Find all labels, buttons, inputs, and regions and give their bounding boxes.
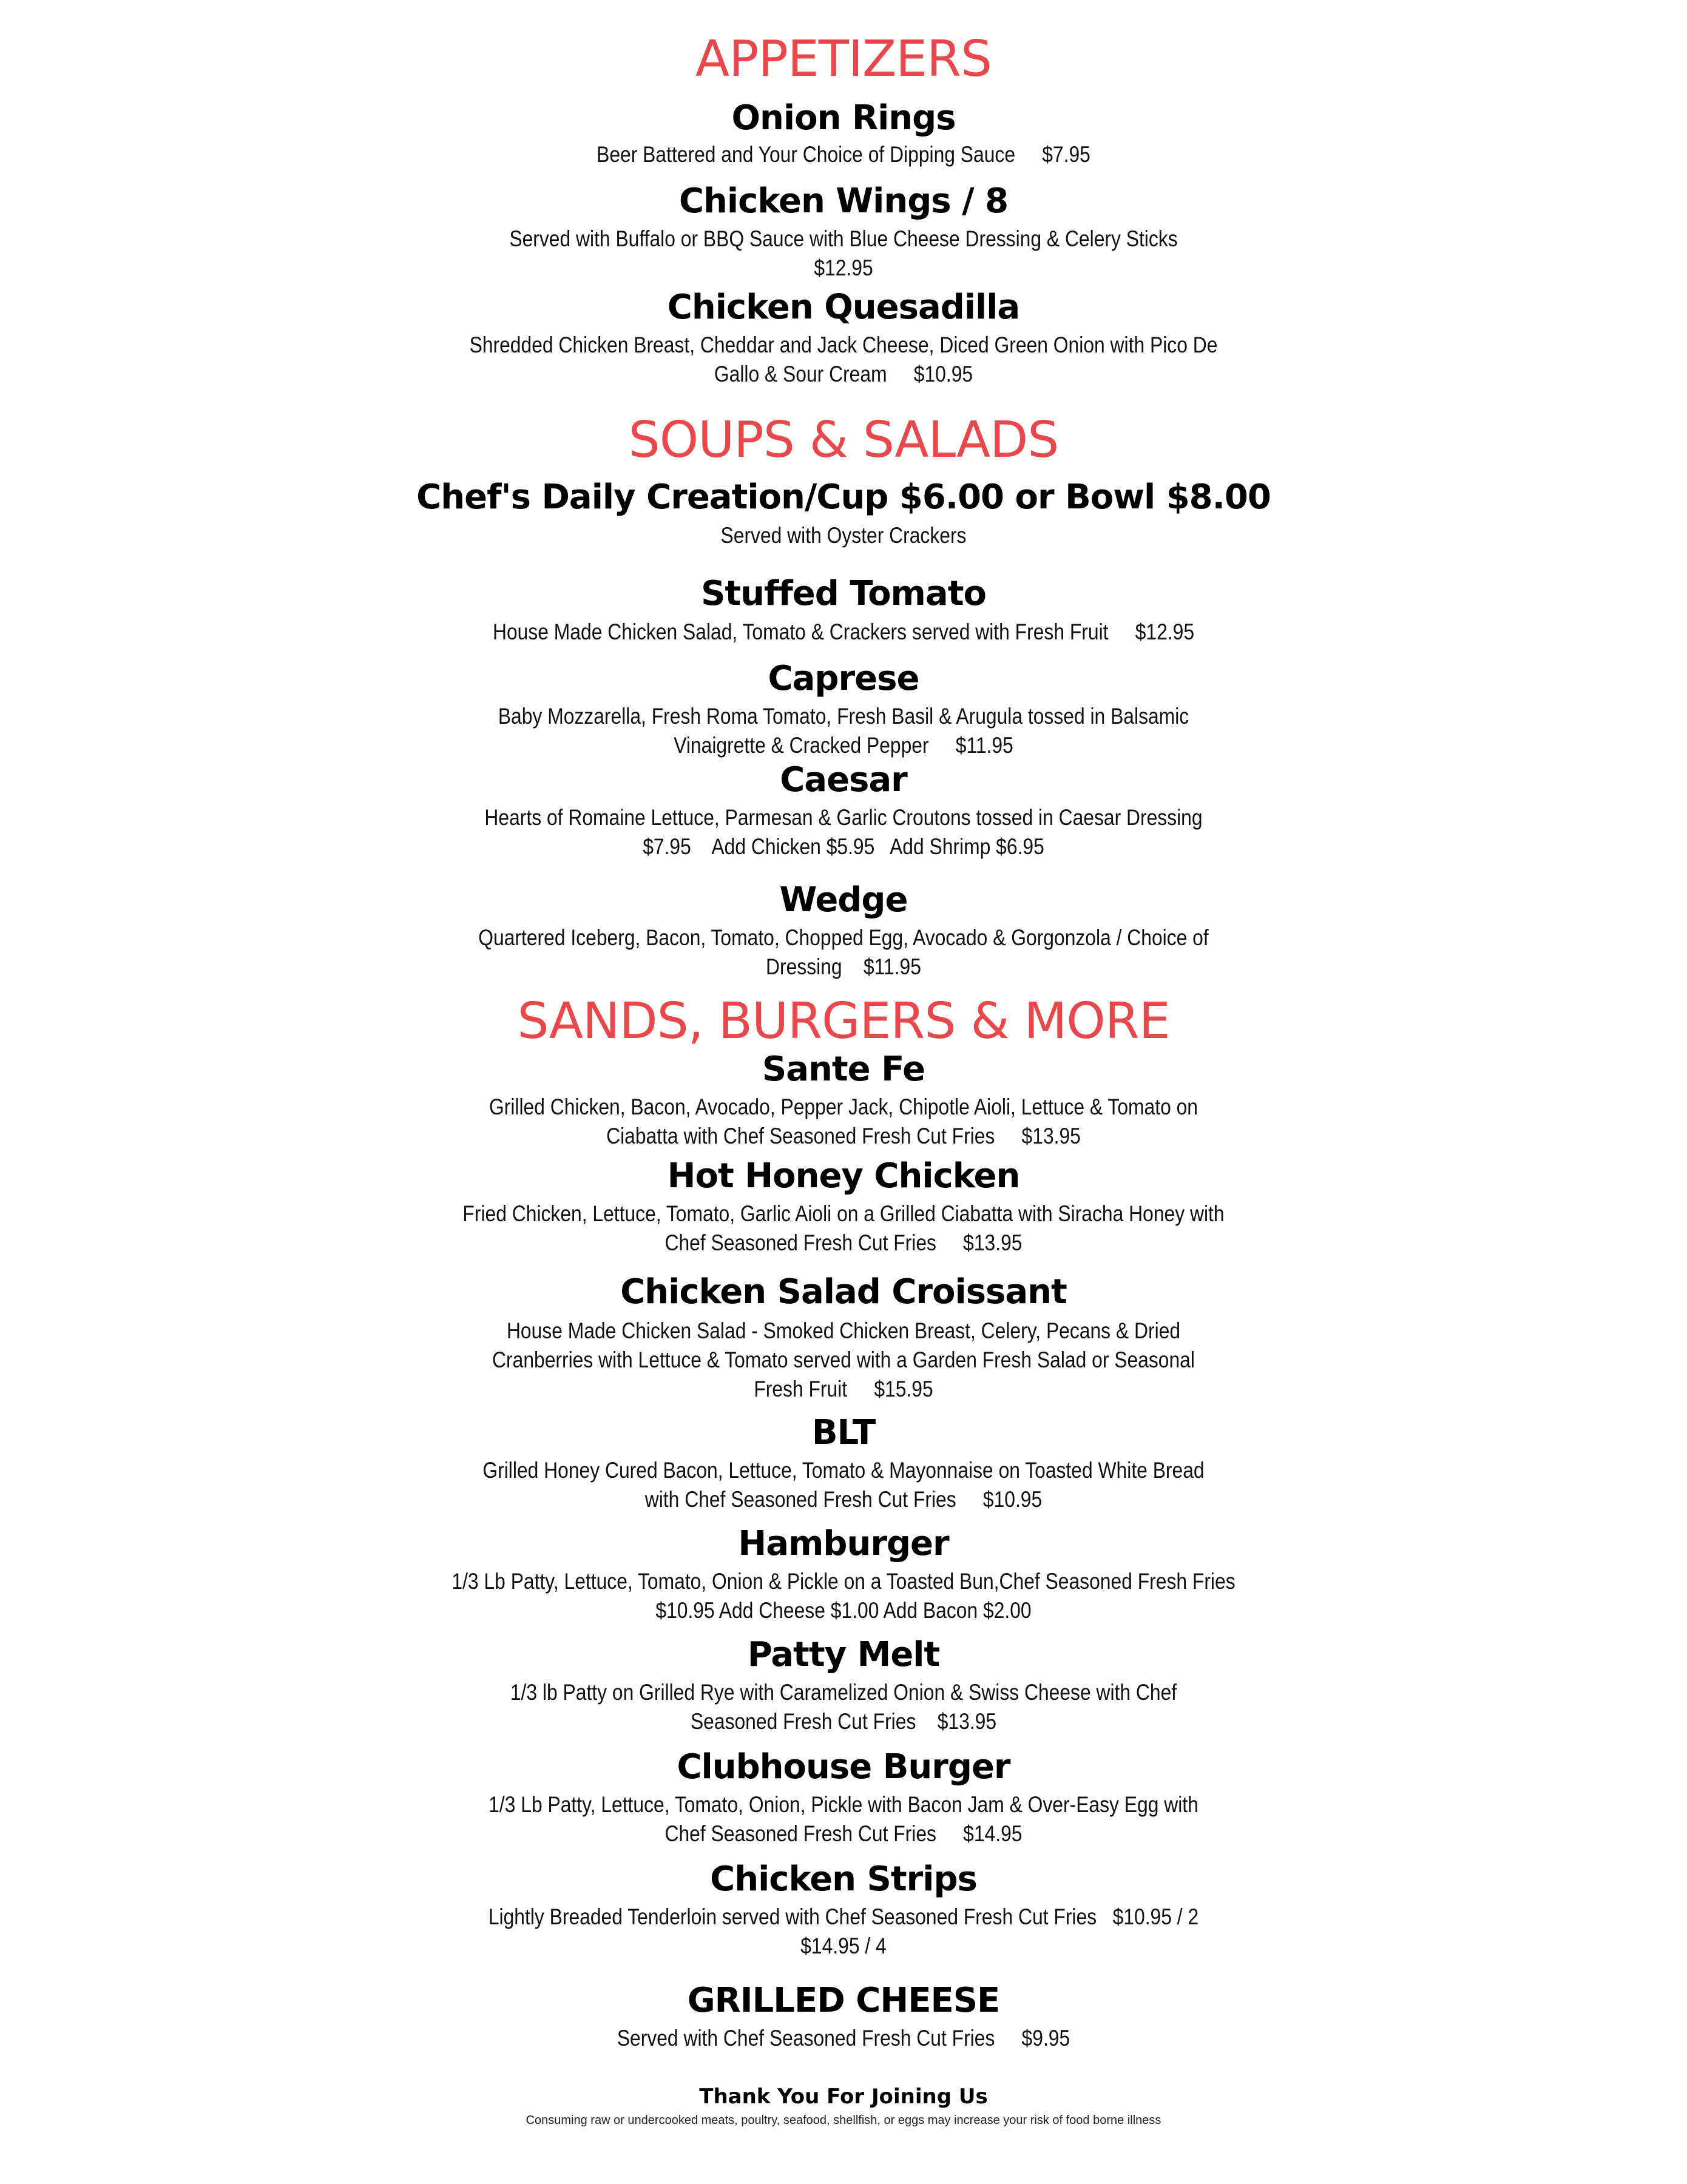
item-description-line: Ciabatta with Chef Seasoned Fresh Cut Fries $13.95	[606, 1124, 1081, 1148]
item-description-line: 1/3 lb Patty on Grilled Rye with Caramelized Onion & Swiss Cheese with Chef	[510, 1680, 1177, 1705]
item-description-line: Lightly Breaded Tenderloin served with Chef Seasoned Fresh Cut Fries $10.95 / 2	[488, 1904, 1199, 1929]
item-name-chicken-quesadilla: Chicken Quesadilla	[667, 288, 1020, 327]
item-description-line: 1/3 Lb Patty, Lettuce, Tomato, Onion & Pickle on a Toasted Bun,Chef Seasoned Fresh Fries	[451, 1569, 1236, 1594]
item-description-line: House Made Chicken Salad - Smoked Chicken Breast, Celery, Pecans & Dried	[506, 1318, 1181, 1343]
item-price-line: $14.95 / 4	[800, 1933, 887, 1958]
item-name-chicken-salad-croissant: Chicken Salad Croissant	[620, 1272, 1067, 1312]
item-price-line: $10.95 Add Cheese $1.00 Add Bacon $2.00	[655, 1598, 1032, 1623]
item-description-line: Hearts of Romaine Lettuce, Parmesan & Garlic Croutons tossed in Caesar Dressing	[484, 805, 1203, 830]
item-name-caesar: Caesar	[780, 760, 907, 800]
item-name-hot-honey-chicken: Hot Honey Chicken	[667, 1156, 1020, 1196]
item-description-line: Chef Seasoned Fresh Cut Fries $14.95	[664, 1821, 1023, 1846]
item-description-line: Shredded Chicken Breast, Cheddar and Jack Cheese, Diced Green Onion with Pico De	[469, 332, 1218, 357]
item-name-clubhouse-burger: Clubhouse Burger	[677, 1747, 1010, 1787]
item-description-line: Served with Chef Seasoned Fresh Cut Fries $9.95	[617, 2026, 1070, 2051]
item-name-grilled-cheese: GRILLED CHEESE	[687, 1981, 1000, 2020]
item-description-line: Gallo & Sour Cream $10.95	[714, 362, 973, 386]
item-description-line: Chef Seasoned Fresh Cut Fries $13.95	[664, 1230, 1023, 1255]
item-description-line: Dressing $11.95	[766, 954, 921, 979]
section-heading-appetizers: APPETIZERS	[695, 30, 992, 88]
item-description-line: Fresh Fruit $15.95	[754, 1377, 933, 1401]
item-name-wedge: Wedge	[779, 880, 908, 920]
item-name-chefs-daily-creation: Chef's Daily Creation/Cup $6.00 or Bowl $8.00	[416, 477, 1271, 517]
food-safety-disclaimer: Consuming raw or undercooked meats, poultry, seafood, shellfish, or eggs may increase your risk of food borne illness	[526, 2114, 1161, 2127]
item-name-caprese: Caprese	[768, 659, 919, 698]
item-description-line: Served with Buffalo or BBQ Sauce with Blue Cheese Dressing & Celery Sticks	[509, 226, 1178, 251]
item-description-line: Baby Mozzarella, Fresh Roma Tomato, Fresh Basil & Arugula tossed in Balsamic	[498, 704, 1189, 729]
item-description-line: 1/3 Lb Patty, Lettuce, Tomato, Onion, Pickle with Bacon Jam & Over-Easy Egg with	[489, 1792, 1198, 1817]
item-name-sante-fe: Sante Fe	[762, 1050, 925, 1089]
item-description-line: Fried Chicken, Lettuce, Tomato, Garlic Aioli on a Grilled Ciabatta with Siracha Honey with	[462, 1201, 1225, 1226]
item-description-line: Served with Oyster Crackers	[720, 523, 967, 548]
section-heading-soups-salads: SOUPS & SALADS	[628, 411, 1059, 469]
item-name-chicken-strips: Chicken Strips	[710, 1859, 977, 1899]
item-description-line: Beer Battered and Your Choice of Dipping Sauce $7.95	[597, 142, 1090, 167]
item-description-line: Vinaigrette & Cracked Pepper $11.95	[674, 733, 1013, 758]
item-price-line: $12.95	[814, 255, 873, 280]
item-name-patty-melt: Patty Melt	[747, 1635, 940, 1674]
item-name-stuffed-tomato: Stuffed Tomato	[701, 574, 986, 613]
item-name-chicken-wings: Chicken Wings / 8	[678, 181, 1009, 221]
item-description-line: with Chef Seasoned Fresh Cut Fries $10.95	[644, 1487, 1043, 1512]
item-description-line: Grilled Chicken, Bacon, Avocado, Pepper Jack, Chipotle Aioli, Lettuce & Tomato on	[489, 1094, 1198, 1119]
item-price-line: $7.95 Add Chicken $5.95 Add Shrimp $6.95	[643, 834, 1044, 859]
item-description-line: House Made Chicken Salad, Tomato & Crackers served with Fresh Fruit $12.95	[492, 619, 1195, 644]
item-description-line: Seasoned Fresh Cut Fries $13.95	[690, 1709, 997, 1734]
section-heading-sands-burgers: SANDS, BURGERS & MORE	[517, 993, 1170, 1050]
item-name-blt: BLT	[811, 1413, 876, 1452]
item-description-line: Quartered Iceberg, Bacon, Tomato, Chopped Egg, Avocado & Gorgonzola / Choice of	[478, 925, 1209, 950]
thank-you-note: Thank You For Joining Us	[699, 2085, 988, 2109]
item-name-onion-rings: Onion Rings	[731, 98, 956, 138]
item-name-hamburger: Hamburger	[738, 1524, 949, 1563]
item-description-line: Cranberries with Lettuce & Tomato served with a Garden Fresh Salad or Seasonal	[492, 1347, 1195, 1372]
item-description-line: Grilled Honey Cured Bacon, Lettuce, Tomato & Mayonnaise on Toasted White Bread	[482, 1458, 1205, 1483]
